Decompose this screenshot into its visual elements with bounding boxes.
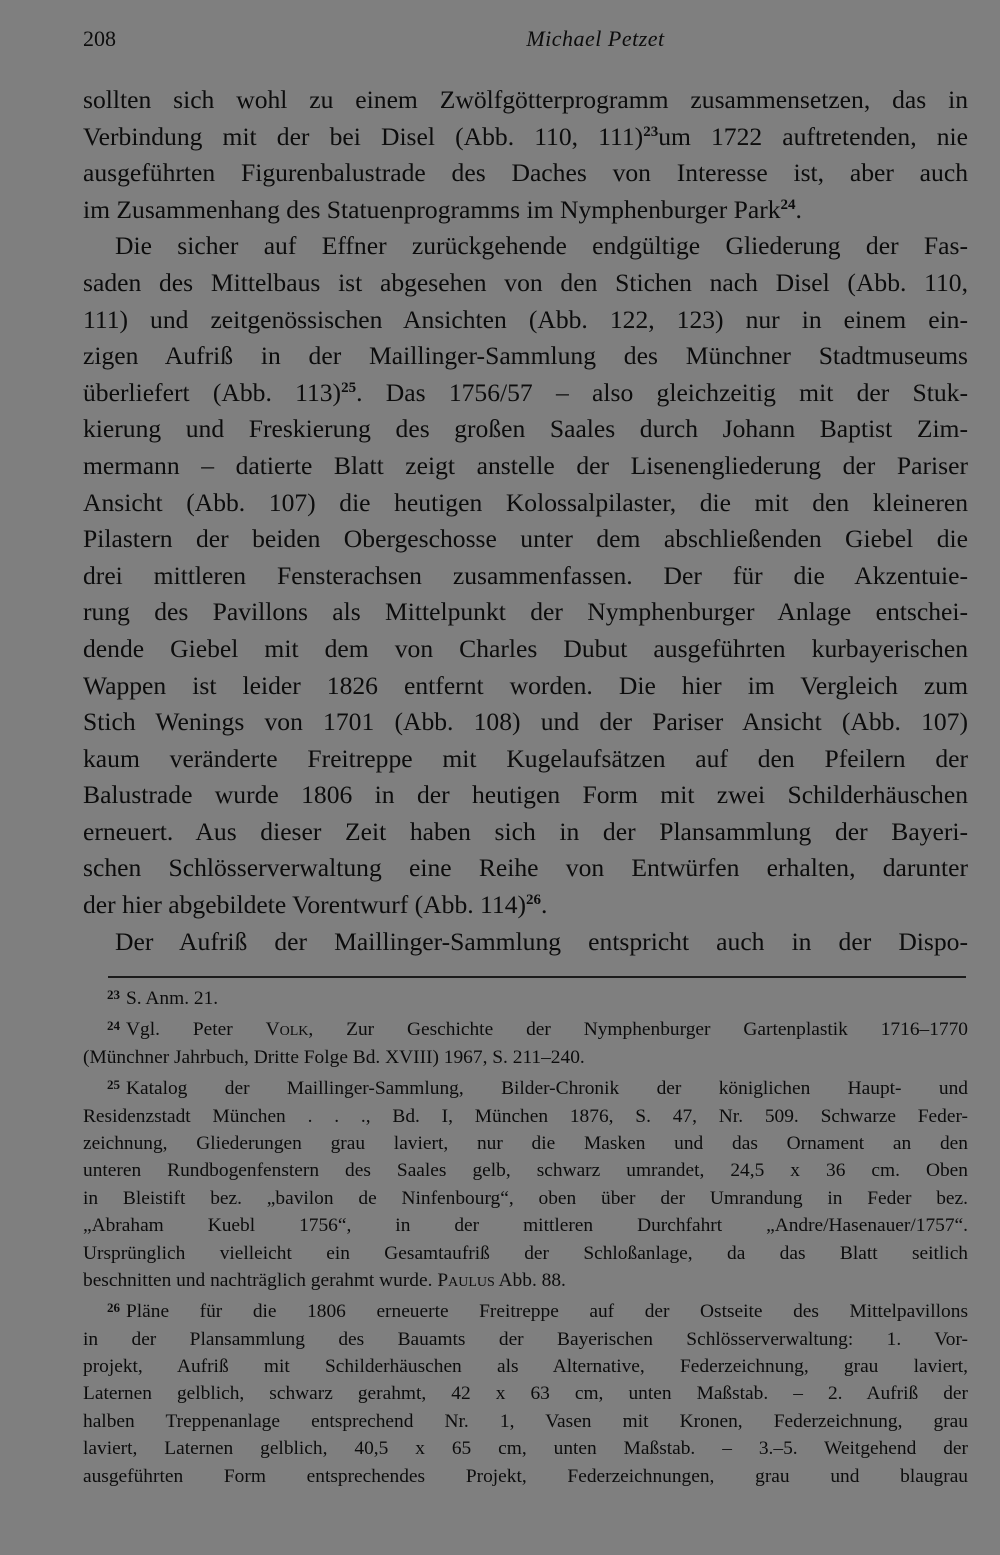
- footnote-rule: [108, 976, 966, 978]
- body-line: sollten sich wohl zu einem Zwölfgötterprogramm zusammensetzen, das in: [83, 85, 968, 114]
- footnote-26: $^{26}$ Pläne für die 1806 erneuerte Freitreppe auf der Ostseite des Mittelpavillons: [107, 1300, 968, 1323]
- page-header: [83, 26, 968, 56]
- body-line: Verbindung mit der bei Disel (Abb. 110, 111)$^{23}$um 1722 auftretenden, nie: [83, 121, 968, 151]
- footnote-line: Laternen gelblich, schwarz gerahmt, 42 x 63 cm, unten Maßstab. – 2. Aufriß der: [83, 1383, 968, 1405]
- body-line: der hier abgebildete Vorentwurf (Abb. 114)$^{26}$.: [83, 890, 548, 920]
- footnote-ref: 24: [780, 196, 796, 213]
- footnotes: [83, 985, 968, 1490]
- body-line: Stich Wenings von 1701 (Abb. 108) und der Pariser Ansicht (Abb. 107): [83, 707, 968, 737]
- author-name: Volk: [265, 1019, 309, 1041]
- body-line: Wappen ist leider 1826 entfernt worden. Die hier im Vergleich zum: [83, 670, 968, 700]
- body-line: kierung und Freskierung des großen Saales durch Johann Baptist Zim-: [83, 414, 968, 444]
- author-name: Paulus: [437, 1269, 495, 1291]
- footnote-ref: 23: [643, 123, 659, 140]
- footnote-line: projekt, Aufriß mit Schilderhäuschen als Alternative, Federzeichnung, grau laviert,: [83, 1356, 968, 1378]
- body-line: schen Schlösserverwaltung eine Reihe von Entwürfen erhalten, darunter: [83, 853, 968, 883]
- body-line: rung des Pavillons als Mittelpunkt der Nymphenburger Anlage entschei-: [83, 597, 968, 627]
- footnote-line: beschnitten und nachträglich gerahmt wurde. Paulus Abb. 88.: [83, 1269, 566, 1291]
- footnote-line: halben Treppenanlage entsprechend Nr. 1, Vasen mit Kronen, Federzeichnung, grau: [83, 1410, 968, 1432]
- body-text: [83, 82, 968, 960]
- footnote-line: in der Plansammlung des Bauamts der Bayerischen Schlösserverwaltung: 1. Vor-: [83, 1328, 968, 1350]
- footnote-line: in Bleistift bez. „bavilon de Ninfenbourg“, oben über der Umrandung in Feder bez.: [83, 1187, 968, 1209]
- footnote-line: ausgeführten Form entsprechendes Projekt, Federzeichnungen, grau und blaugrau: [83, 1465, 968, 1487]
- body-line: erneuert. Aus dieser Zeit haben sich in der Plansammlung der Bayeri-: [83, 816, 968, 846]
- footnote-mark: 26: [107, 1300, 120, 1316]
- running-head: Michael Petzet: [526, 26, 665, 51]
- body-line: drei mittleren Fensterachsen zusammenfassen. Der für die Akzentuie-: [83, 560, 968, 590]
- body-line: 111) und zeitgenössischen Ansichten (Abb. 122, 123) nur in einem ein-: [83, 304, 968, 334]
- footnote-ref: 26: [526, 892, 542, 909]
- footnote-line: Residenzstadt München . . ., Bd. I, München 1876, S. 47, Nr. 509. Schwarze Feder-: [83, 1105, 968, 1127]
- footnote-line: Ursprünglich vielleicht ein Gesamtaufriß der Schloßanlage, da das Blatt seitlich: [83, 1242, 968, 1264]
- footnote-line: zeichnung, Gliederungen grau laviert, nur die Masken und das Ornament an den: [83, 1132, 968, 1154]
- body-line: Die sicher auf Effner zurückgehende endgültige Gliederung der Fas-: [115, 231, 968, 261]
- body-line: mermann – datierte Blatt zeigt anstelle der Lisenengliederung der Pariser: [83, 450, 968, 480]
- footnote-mark: 24: [107, 1018, 120, 1034]
- body-line: Der Aufriß der Maillinger-Sammlung entspricht auch in der Dispo-: [115, 926, 968, 956]
- page-number: 208: [83, 26, 116, 51]
- body-line: saden des Mittelbaus ist abgesehen von den Stichen nach Disel (Abb. 110,: [83, 267, 968, 297]
- footnote-ref: 25: [341, 379, 357, 396]
- footnote-line: (Münchner Jahrbuch, Dritte Folge Bd. XVIII) 1967, S. 211–240.: [83, 1046, 585, 1068]
- footnote-line: „Abraham Kuebl 1756“, in der mittleren Durchfahrt „Andre/Hasenauer/1757“.: [83, 1215, 968, 1237]
- body-line: Balustrade wurde 1806 in der heutigen Form mit zwei Schilderhäuschen: [83, 780, 968, 810]
- footnote-line: laviert, Laternen gelblich, 40,5 x 65 cm, unten Maßstab. – 3.–5. Weitgehend der: [83, 1438, 968, 1460]
- body-line: zigen Aufriß in der Maillinger-Sammlung des Münchner Stadtmuseums: [83, 341, 968, 371]
- body-line: Ansicht (Abb. 107) die heutigen Kolossalpilaster, die mit den kleineren: [83, 487, 968, 517]
- body-line: ausgeführten Figurenbalustrade des Daches von Interesse ist, aber auch: [83, 158, 968, 188]
- footnote-23: $^{23}$ S. Anm. 21.: [107, 987, 219, 1009]
- footnote-mark: 23: [107, 987, 120, 1002]
- body-line: kaum veränderte Freitreppe mit Kugelaufsätzen auf den Pfeilern der: [83, 743, 968, 773]
- body-line: Pilastern der beiden Obergeschosse unter dem abschließenden Giebel die: [83, 524, 968, 554]
- footnote-mark: 25: [107, 1077, 120, 1093]
- footnote-25: $^{25}$ Katalog der Maillinger-Sammlung, Bilder-Chronik der königlichen Haupt- und: [107, 1077, 968, 1100]
- footnote-line: unteren Rundbogenfenstern des Saales gelb, schwarz umrandet, 24,5 x 36 cm. Oben: [83, 1160, 968, 1182]
- footnote-24: $^{24}$ Vgl. Peter Volk, Zur Geschichte der Nymphenburger Gartenplastik 1716–1770: [107, 1018, 968, 1041]
- body-line: überliefert (Abb. 113)$^{25}$. Das 1756/57 – also gleichzeitig mit der Stuk-: [83, 377, 968, 407]
- body-line: im Zusammenhang des Statuenprogramms im Nymphenburger Park$^{24}$.: [83, 194, 802, 224]
- body-line: dende Giebel mit dem von Charles Dubut ausgeführten kurbayerischen: [83, 633, 968, 663]
